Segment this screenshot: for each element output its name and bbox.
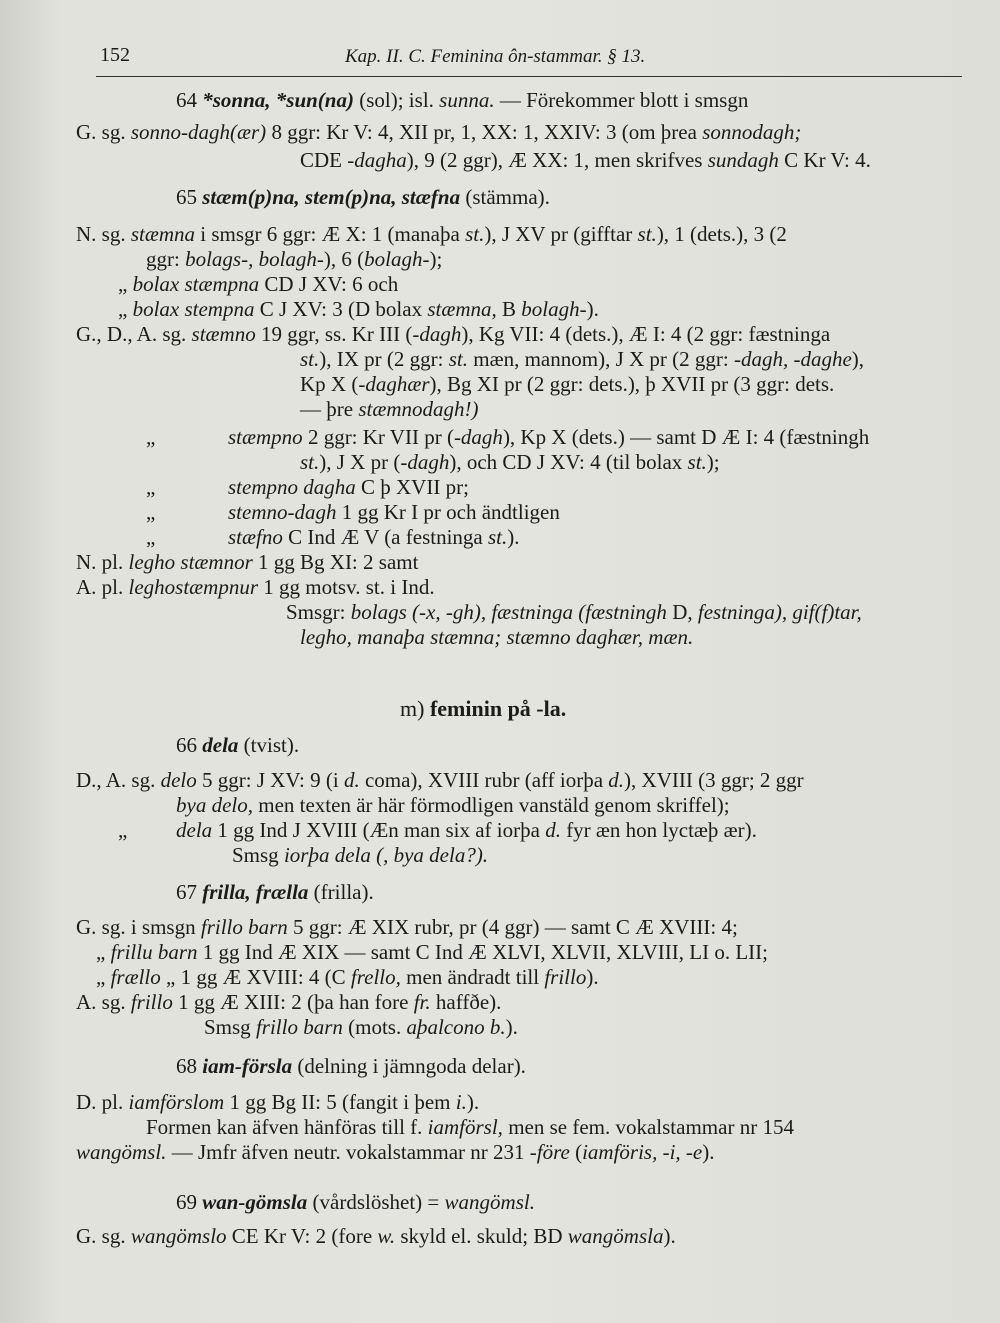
entry-65-line: stemno-dagh 1 gg Kr I pr och ändtligen — [228, 500, 560, 524]
entry-65-line: A. pl. leghostæmpnur 1 gg motsv. st. i Ind. — [76, 575, 435, 599]
entry-65-ditto-mark: „ — [146, 425, 156, 449]
entry-65-line: st.), IX pr (2 ggr: st. mæn, mannom), J X pr (2 ggr: -dagh, -daghe), — [300, 347, 865, 371]
entry-66-line: Smsg iorþa dela (, bya dela?). — [232, 843, 489, 867]
entry-67-line: „ frillu barn 1 gg Ind Æ XIX — samt C Ind Æ XLVI, XLVII, XLVIII, LI o. LII; — [96, 940, 768, 964]
entry-65-compounds: Smsgr: bolags (-x, -gh), fæstninga (fæstningh D, festninga), gif(f)tar, — [286, 600, 862, 624]
entry-65-line: stempno dagha C þ XVII pr; — [228, 475, 469, 499]
page-header — [100, 44, 962, 74]
running-title: Kap. II. C. Feminina ôn-stammar. § 13. — [345, 46, 646, 67]
entry-65-line: st.), J X pr (-dagh), och CD J XV: 4 (til bolax st.); — [300, 450, 720, 474]
entry-65-line: stæmpno 2 ggr: Kr VII pr (-dagh), Kp X (dets.) — samt D Æ I: 4 (fæstningh — [228, 425, 870, 449]
entry-68-line: Formen kan äfven hänföras till f. iamförsl, men se fem. vokalstammar nr 154 — [146, 1115, 794, 1139]
entry-65-ditto-mark: „ — [146, 500, 156, 524]
entry-65-line: N. sg. stæmna i smsgr 6 ggr: Æ X: 1 (manaþa st.), J XV pr (gifftar st.), 1 (dets.), 3 (2 — [76, 222, 787, 246]
entry-64-line: G. sg. sonno-dagh(ær) 8 ggr: Kr V: 4, XII pr, 1, XX: 1, XXIV: 3 (om þrea sonnodagh; — [76, 120, 802, 144]
entry-66-line: dela 1 gg Ind J XVIII (Æn man six af iorþa d. fyr æn hon lyctæþ ær). — [176, 818, 757, 842]
entry-66-headword-line: 66 dela (tvist). — [176, 733, 300, 757]
entry-68-headword-line: 68 iam-försla (delning i jämngoda delar). — [176, 1054, 526, 1078]
entry-65-line: G., D., A. sg. stæmno 19 ggr, ss. Kr III (-dagh), Kg VII: 4 (dets.), Æ I: 4 (2 ggr: fæstninga — [76, 322, 831, 346]
entry-69-line: G. sg. wangömslo CE Kr V: 2 (fore w. skyld el. skuld; BD wangömsla). — [76, 1224, 676, 1248]
entry-65-line: „ bolax stæmpna CD J XV: 6 och — [118, 272, 399, 296]
entry-65-line: stæfno C Ind Æ V (a festninga st.). — [228, 525, 520, 549]
entry-69-headword-line: 69 wan-gömsla (vårdslöshet) = wangömsl. — [176, 1190, 535, 1214]
entry-65-line: N. pl. legho stæmnor 1 gg Bg XI: 2 samt — [76, 550, 419, 574]
entry-65-compounds: legho, manaþa stæmna; stæmno daghær, mæn. — [300, 625, 694, 649]
entry-65-line: ggr: bolags-, bolagh-), 6 (bolagh-); — [146, 247, 443, 271]
entry-67-headword-line: 67 frilla, frælla (frilla). — [176, 880, 374, 904]
entry-65-headword-line: 65 stæm(p)na, stem(p)na, stæfna (stämma). — [176, 185, 550, 209]
page-number: 152 — [100, 44, 130, 66]
entry-64-line: CDE -dagha), 9 (2 ggr), Æ XX: 1, men skrifves sundagh C Kr V: 4. — [300, 148, 871, 172]
entry-67-line: „ frællo „ 1 gg Æ XVIII: 4 (C frello, men ändradt till frillo). — [96, 965, 599, 989]
entry-68-line: wangömsl. — Jmfr äfven neutr. vokalstammar nr 231 -före (iamföris, -i, -e). — [76, 1140, 715, 1164]
entry-65-line: Kp X (-daghær), Bg XI pr (2 ggr: dets.), þ XVII pr (3 ggr: dets. — [300, 372, 835, 396]
entry-67-line: Smsg frillo barn (mots. aþalcono b.). — [204, 1015, 518, 1039]
entry-64-headword-line: 64 *sonna, *sun(na) (sol); isl. sunna. — Förekommer blott i smsgn — [176, 88, 749, 112]
entry-68-line: D. pl. iamförslom 1 gg Bg II: 5 (fangit i þem i.). — [76, 1090, 480, 1114]
section-heading: m) feminin på -la. — [400, 696, 567, 721]
header-rule — [96, 76, 962, 77]
entry-65-ditto-mark: „ — [146, 525, 156, 549]
entry-67-line: G. sg. i smsgn frillo barn 5 ggr: Æ XIX rubr, pr (4 ggr) — samt C Æ XVIII: 4; — [76, 915, 738, 939]
entry-66-line: D., A. sg. delo 5 ggr: J XV: 9 (i d. coma), XVIII rubr (aff iorþa d.), XVIII (3 ggr; 2 ggr — [76, 768, 804, 792]
entry-66-line: bya delo, men texten är här förmodligen vanstäld genom skriffel); — [176, 793, 730, 817]
entry-65-line: — þre stæmnodagh!) — [300, 397, 479, 421]
entry-67-line: A. sg. frillo 1 gg Æ XIII: 2 (þa han fore fr. haffðe). — [76, 990, 502, 1014]
entry-66-ditto-mark: „ — [118, 818, 128, 842]
entry-65-ditto-mark: „ — [146, 475, 156, 499]
entry-65-line: „ bolax stempna C J XV: 3 (D bolax stæmna, B bolagh-). — [118, 297, 599, 321]
